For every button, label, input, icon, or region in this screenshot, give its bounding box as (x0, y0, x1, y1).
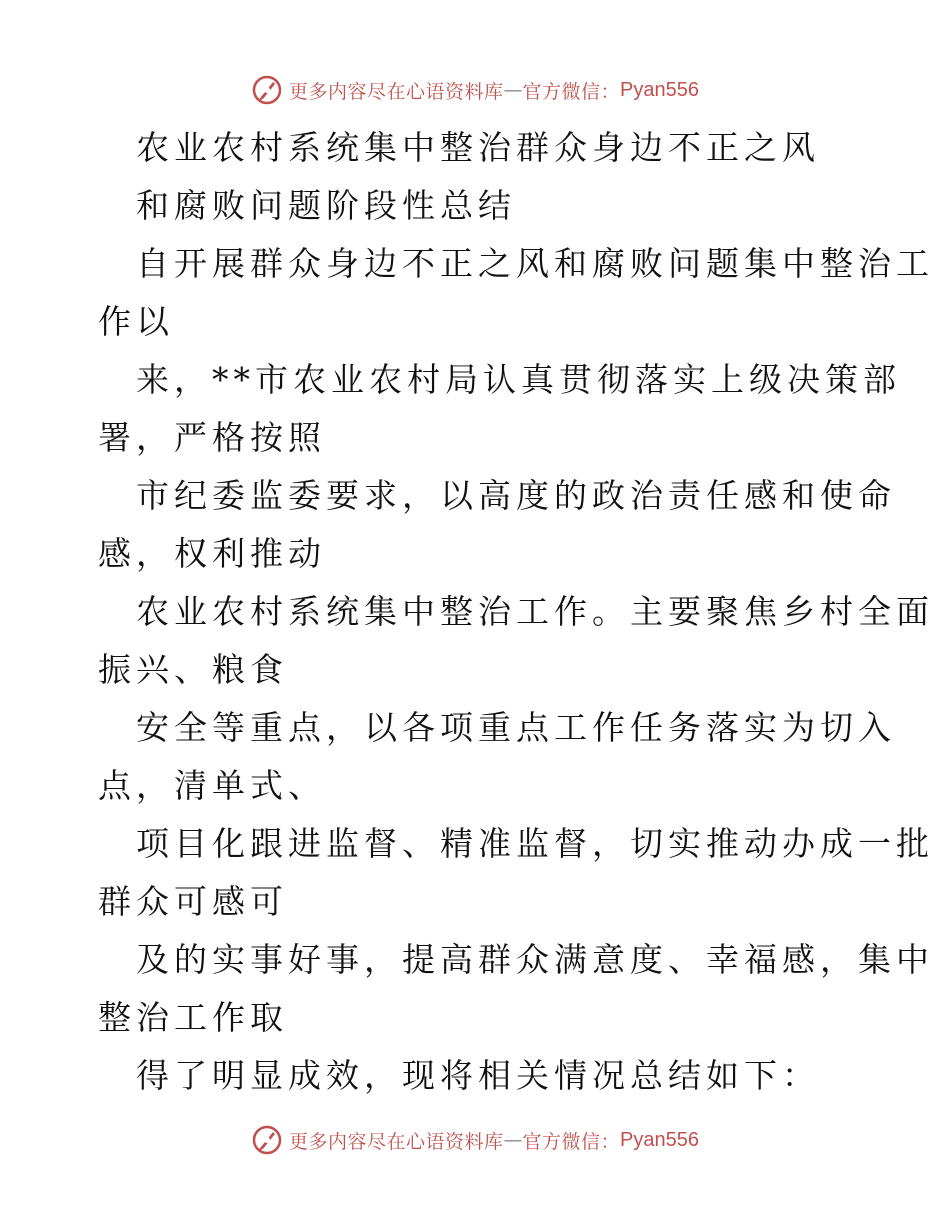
paragraph-line: 得了明显成效，现将相关情况总结如下： (136, 1056, 820, 1095)
paragraph-line: 群众可感可 (98, 882, 288, 921)
paragraph-line: 点，清单式、 (98, 766, 326, 805)
footer-watermark (0, 1122, 950, 1158)
paragraph-line: 整治工作取 (98, 998, 288, 1037)
paragraph-line: 项目化跟进监督、精准监督，切实推动办成一批 (136, 824, 934, 863)
paragraph-line: 市纪委监委要求，以高度的政治责任感和使命 (136, 476, 896, 515)
watermark-text: 更多内容尽在心语资料库 (289, 1130, 504, 1153)
watermark-official-label: 官方微信： (522, 1130, 621, 1153)
paragraph-line: 感，权利推动 (98, 534, 326, 573)
paragraph-line: 署，严格按照 (98, 418, 326, 457)
title-line-2: 和腐败问题阶段性总结 (136, 186, 516, 225)
title-line-1: 农业农村系统集中整治群众身边不正之风 (136, 128, 820, 167)
watermark-text: 更多内容尽在心语资料库 (289, 80, 504, 103)
paragraph-line: 及的实事好事，提高群众满意度、幸福感，集中 (136, 940, 934, 979)
paragraph-line: 农业农村系统集中整治工作。主要聚焦乡村全面 (136, 592, 934, 631)
watermark-wechat-id: Pyan556 (620, 78, 699, 101)
paragraph-line: 振兴、粮食 (98, 650, 288, 689)
paragraph-line: 来，**市农业农村局认真贯彻落实上级决策部 (136, 360, 901, 399)
paragraph-line: 安全等重点，以各项重点工作任务落实为切入 (136, 708, 896, 747)
watermark-separator: — (503, 1129, 523, 1151)
watermark-official-label: 官方微信： (522, 80, 621, 103)
quill-logo-icon (251, 1124, 283, 1156)
paragraph-line: 自开展群众身边不正之风和腐败问题集中整治工 (136, 244, 934, 283)
watermark-wechat-id: Pyan556 (620, 1128, 699, 1151)
paragraph-line: 作以 (98, 302, 174, 341)
watermark-separator: — (503, 79, 523, 101)
